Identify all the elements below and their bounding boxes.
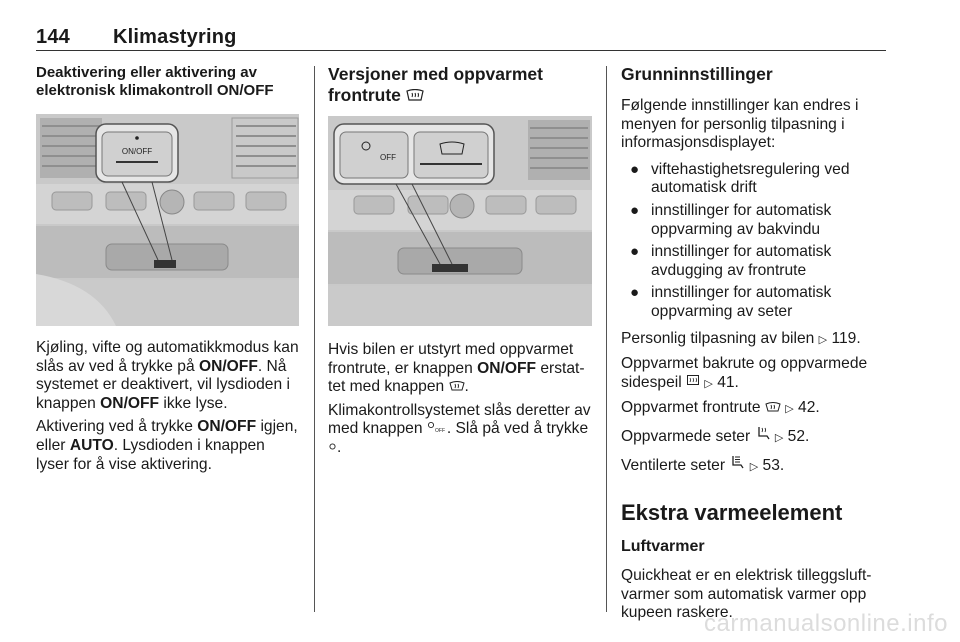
- list-item: ● innstillinger for automatisk avdugging av frontrute: [630, 243, 832, 279]
- section-heading-onoff: Deaktivering eller aktivering av elektronisk klimakontroll ON/OFF: [36, 64, 274, 99]
- ref-heated-seats: Oppvarmede seter ▷ 52.: [621, 425, 887, 448]
- column-1: [36, 64, 300, 474]
- paragraph-heated-2: Klimakontrollsystemet slås deretter av med knappen OFF . Slå på ved å trykke .: [328, 401, 591, 456]
- section-title-extra-heater: Ekstra varmeelement: [621, 500, 843, 526]
- section-heading-heated-windscreen: Versjoner med oppvarmet frontrute: [328, 64, 543, 105]
- page-number: 144: [36, 26, 70, 48]
- header-rule: [36, 50, 886, 51]
- heated-windscreen-icon-ref: [765, 402, 781, 412]
- column-3: [621, 64, 887, 623]
- column-2: [328, 64, 592, 458]
- paragraph-onoff-1: Kjøling, vifte og automatikkmodus kan slås av ved å trykke på ON/OFF. Nå systemet er deaktivert, vil lysdioden i knappen ON/OFF ikke lyse.: [36, 339, 299, 412]
- heated-windscreen-icon-inline: [449, 381, 465, 391]
- fan-icon: [328, 441, 337, 452]
- console-illustration-2: [328, 116, 592, 326]
- paragraph-heated-1: Hvis bilen er utstyrt med oppvarmet frontrute, er knappen ON/OFF erstattet med knappen .: [328, 341, 585, 396]
- ref-ventilated-seats: Ventilerte seter ▷ 53.: [621, 454, 887, 477]
- ref-personalisation: Personlig tilpasning av bilen ▷ 119.: [621, 330, 887, 350]
- list-item: ● innstillinger for automatisk oppvarming av bakvindu: [630, 201, 832, 238]
- figure-off-label: OFF: [380, 153, 396, 162]
- paragraph-onoff-2: Aktivering ved å trykke ON/OFF igjen, eller AUTO. Lysdioden i knappen lyser for å vise aktivering.: [36, 418, 298, 473]
- page-ref-arrow-icon: ▷: [749, 460, 759, 473]
- paragraph-quickheat: Quickheat er en elektrisk tilleggsluftvarmer som automatisk varmer opp kupeen raskere.: [621, 567, 872, 622]
- list-item: ● innstillinger for automatisk oppvarming av seter: [630, 284, 832, 320]
- page-ref-arrow-icon: ▷: [785, 403, 794, 416]
- rear-window-heat-icon: [686, 374, 700, 387]
- ref-heated-windscreen: Oppvarmet frontrute ▷ 42.: [621, 399, 887, 419]
- settings-list: [621, 161, 887, 322]
- column-divider-1: [314, 66, 315, 612]
- figure-button-label: ON/OFF: [121, 147, 153, 156]
- console-illustration: [36, 114, 299, 326]
- column-divider-2: [606, 66, 607, 612]
- figure-heated-windscreen-console: [328, 116, 592, 326]
- sub-title-air-heater: Luftvarmer: [621, 538, 705, 556]
- page-ref-arrow-icon: ▷: [704, 377, 713, 390]
- figure-onoff-console: [36, 114, 299, 326]
- fan-off-icon: [427, 421, 447, 433]
- page-ref-arrow-icon: ▷: [774, 431, 784, 444]
- page-ref-arrow-icon: ▷: [818, 333, 828, 346]
- heated-windscreen-icon: [406, 89, 424, 101]
- paragraph-basic-intro: Følgende innstillinger kan endres i menyen for personlig tilpasning i informasjonsdisplayet:: [621, 97, 859, 152]
- heated-seat-icon: [755, 425, 771, 441]
- chapter-title: Klimastyring: [113, 26, 237, 48]
- section-heading-basic-settings: Grunninnstillinger: [621, 64, 773, 84]
- ref-heated-rear-window: Oppvarmet bakrute og oppvarmede sidespeil ▷ 41.: [621, 355, 887, 393]
- watermark: carmanualsonline.info: [704, 610, 948, 637]
- ventilated-seat-icon: [729, 454, 745, 470]
- list-item: ● viftehastighetsregulering ved automatisk drift: [630, 160, 850, 197]
- svg-text:OFF: OFF: [434, 428, 445, 434]
